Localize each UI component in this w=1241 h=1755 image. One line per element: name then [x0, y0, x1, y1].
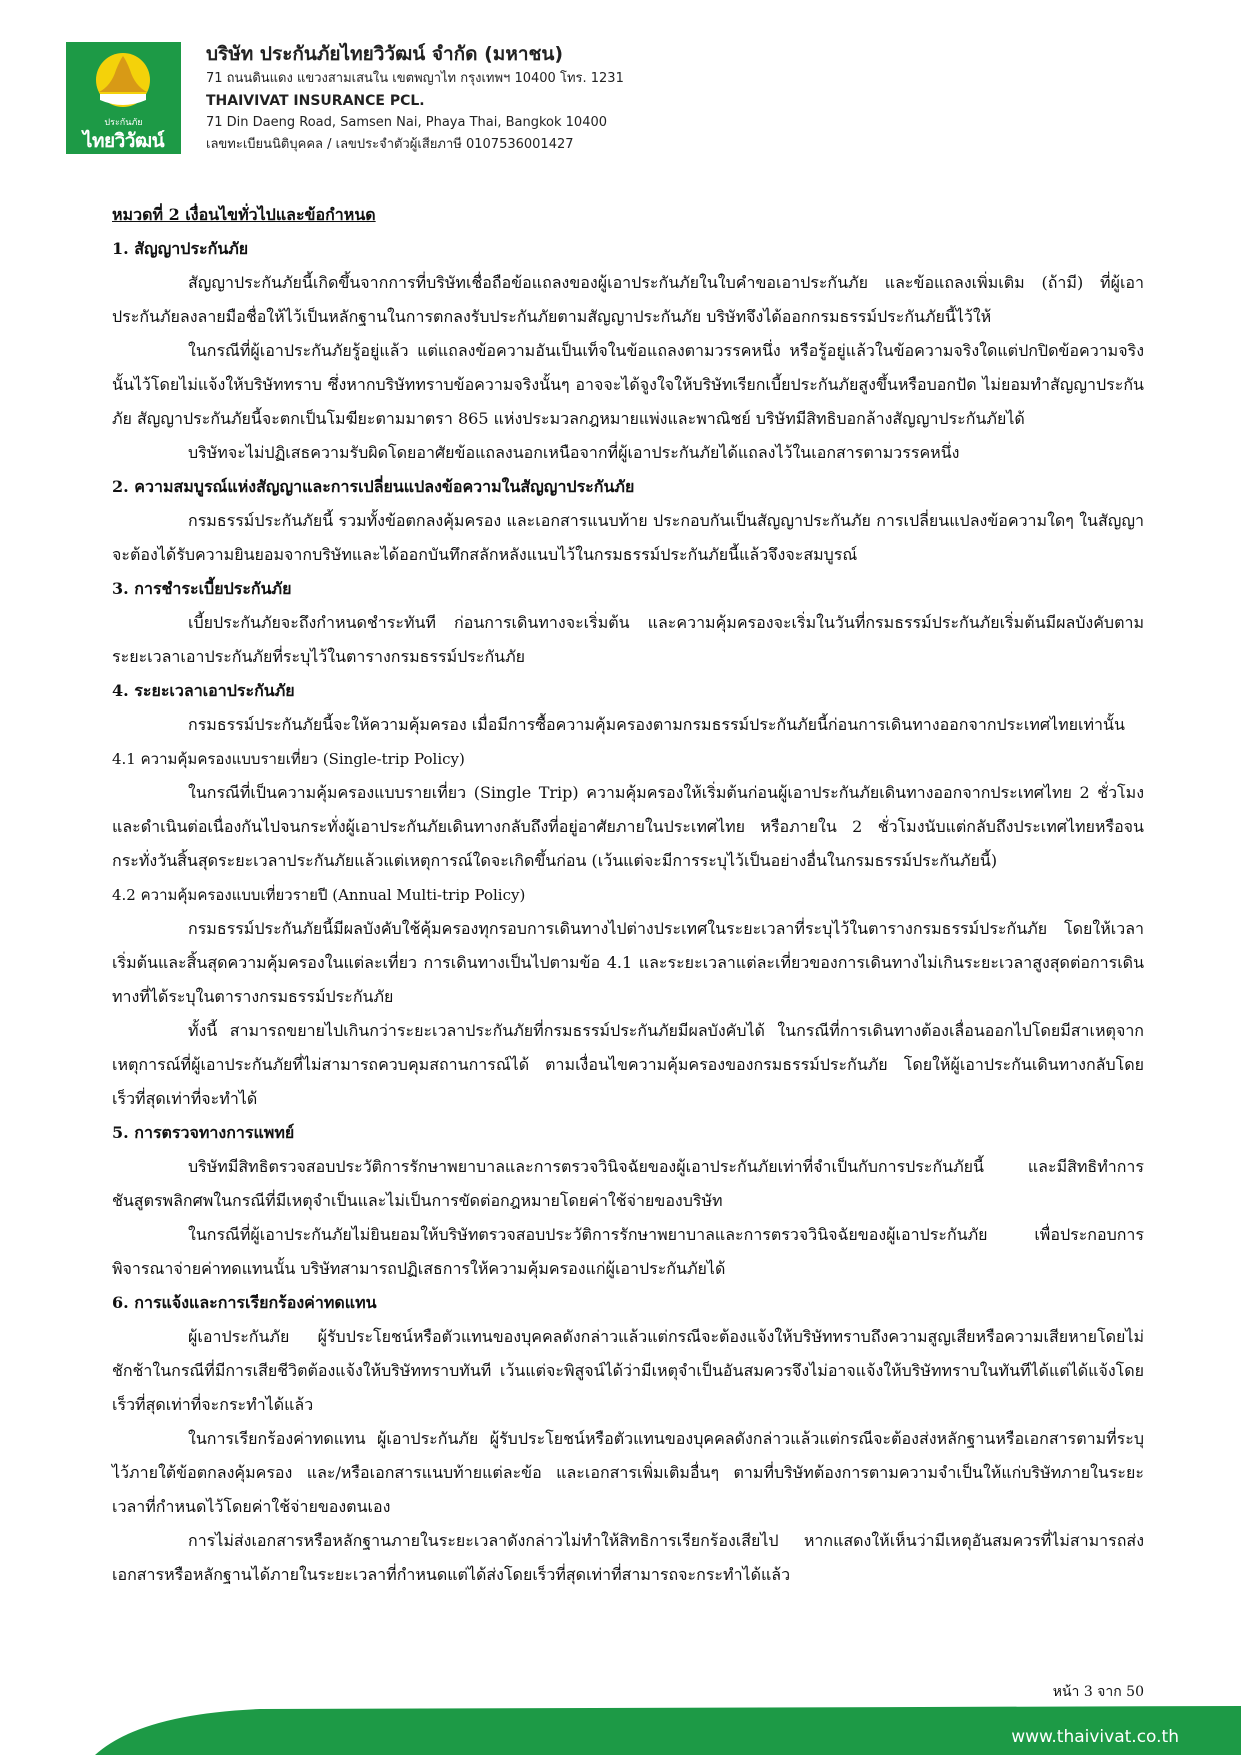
paragraph: สัญญาประกันภัยนี้เกิดขึ้นจากการที่บริษัทเชื่อถือข้อแถลงของผู้เอาประกันภัยในใบคำขอเอาประกันภัย และข้อแถลงเพิ่มเติม (ถ้ามี) ที่ผู้เอาประกันภัยลงลายมือชื่อให้ไว้เป็นหลักฐานในการตกลงรับประกันภัยตามสัญญาประกันภัย บริษัทจึงได้ออกกรมธรรม์ประกันภัยนี้ไว้ให้ [112, 273, 1144, 326]
section-heading: 4. ระยะเวลาเอาประกันภัย [112, 681, 295, 700]
paragraph: ทั้งนี้ สามารถขยายไปเกินกว่าระยะเวลาประกันภัยที่กรมธรรม์ประกันภัยมีผลบังคับได้ ในกรณีที่การเดินทางต้องเลื่อนออกไปโดยมีสาเหตุจากเหตุการณ์ที่ผู้เอาประกันภัยที่ไม่สามารถควบคุมสถานการณ์ได้ ตามเงื่อนไขความคุ้มครองของกรมธรรม์ประกันภัย โดยให้ผู้เอาประกันเดินทางกลับโดยเร็วที่สุดเท่าที่จะทำได้ [112, 1021, 1144, 1108]
paragraph: ผู้เอาประกันภัย ผู้รับประโยชน์หรือตัวแทนของบุคคลดังกล่าวแล้วแต่กรณีจะต้องแจ้งให้บริษัททราบถึงความสูญเสียหรือความเสียหายโดยไม่ชักช้าในกรณีที่มีการเสียชีวิตต้องแจ้งให้บริษัททราบทันที เว้นแต่จะพิสูจน์ได้ว่ามีเหตุจำเป็นอันสมควรจึงไม่อาจแจ้งให้บริษัททราบในทันทีได้แต่ได้แจ้งโดยเร็วที่สุดเท่าที่จะกระทำได้แล้ว [112, 1327, 1144, 1414]
company-info [206, 40, 726, 156]
paragraph: กรมธรรม์ประกันภัยนี้จะให้ความคุ้มครอง เมื่อมีการซื้อความคุ้มครองตามกรมธรรม์ประกันภัยนี้ก่อนการเดินทางออกจากประเทศไทยเท่านั้น [188, 715, 1125, 734]
section-heading: 5. การตรวจทางการแพทย์ [112, 1123, 295, 1142]
section-heading: 3. การชำระเบี้ยประกันภัย [112, 579, 292, 598]
paragraph: กรมธรรม์ประกันภัยนี้ รวมทั้งข้อตกลงคุ้มครอง และเอกสารแนบท้าย ประกอบกันเป็นสัญญาประกันภัย การเปลี่ยนแปลงข้อความใดๆ ในสัญญาจะต้องได้รับความยินยอมจากบริษัทและได้ออกบันทึกสลักหลังแนบไว้ในกรมธรรม์ประกันภัยนี้แล้วจึงจะสมบูรณ์ [112, 511, 1144, 564]
paragraph: เบี้ยประกันภัยจะถึงกำหนดชำระทันที ก่อนการเดินทางจะเริ่มต้น และความคุ้มครองจะเริ่มในวันที่กรมธรรม์ประกันภัยเริ่มต้นมีผลบังคับตามระยะเวลาเอาประกันภัยที่ระบุไว้ในตารางกรมธรรม์ประกันภัย [112, 613, 1144, 666]
paragraph: ในกรณีที่ผู้เอาประกันภัยไม่ยินยอมให้บริษัทตรวจสอบประวัติการรักษาพยาบาลและการตรวจวินิจฉัยของผู้เอาประกันภัย เพื่อประกอบการพิจารณาจ่ายค่าทดแทนนั้น บริษัทสามารถปฏิเสธการให้ความคุ้มครองแก่ผู้เอาประกันภัยได้ [112, 1225, 1144, 1278]
website-link[interactable]: www.thaivivat.co.th [1011, 1727, 1179, 1747]
paragraph: ในกรณีที่ผู้เอาประกันภัยรู้อยู่แล้ว แต่แถลงข้อความอันเป็นเท็จในข้อแถลงตามวรรคหนึ่ง หรือรู้อยู่แล้วในข้อความจริงใดแต่ปกปิดข้อความจริงนั้นไว้โดยไม่แจ้งให้บริษัททราบ ซึ่งหากบริษัททราบข้อความจริงนั้นๆ อาจจะได้จูงใจให้บริษัทเรียกเบี้ยประกันภัยสูงขึ้นหรือบอกปัด ไม่ยอมทำสัญญาประกันภัย สัญญาประกันภัยนี้จะตกเป็นโมฆียะตามมาตรา 865 แห่งประมวลกฎหมายแพ่งและพาณิชย์ บริษัทมีสิทธิบอกล้างสัญญาประกันภัยได้ [112, 341, 1144, 428]
paragraph: บริษัทมีสิทธิตรวจสอบประวัติการรักษาพยาบาลและการตรวจวินิจฉัยของผู้เอาประกันภัยเท่าที่จำเป็นกับการประกันภัยนี้ และมีสิทธิทำการชันสูตรพลิกศพในกรณีที่มีเหตุจำเป็นและไม่เป็นการขัดต่อกฎหมายโดยค่าใช้จ่ายของบริษัท [112, 1157, 1144, 1210]
address-en: 71 Din Daeng Road, Samsen Nai, Phaya Thai, Bangkok 10400 [206, 115, 608, 130]
subsection-heading: 4.2 ความคุ้มครองแบบเที่ยวรายปี (Annual Multi-trip Policy) [112, 886, 526, 904]
paragraph: ในกรณีที่เป็นความคุ้มครองแบบรายเที่ยว (Single Trip) ความคุ้มครองให้เริ่มต้นก่อนผู้เอาประกันภัยเดินทางออกจากประเทศไทย 2 ชั่วโมงและดำเนินต่อเนื่องกันไปจนกระทั่งผู้เอาประกันภัยเดินทางกลับถึงที่อยู่อาศัยภายในประเทศไทย หรือภายใน 2 ชั่วโมงนับแต่กลับถึงประเทศไทยหรือจนกระทั่งวันสิ้นสุดระยะเวลาประกันภัยแล้วแต่เหตุการณ์ใดจะเกิดขึ้นก่อน (เว้นแต่จะมีการระบุไว้เป็นอย่างอื่นในกรมธรรม์ประกันภัยนี้) [112, 783, 1144, 870]
paragraph: การไม่ส่งเอกสารหรือหลักฐานภายในระยะเวลาดังกล่าวไม่ทำให้สิทธิการเรียกร้องเสียไป หากแสดงให้เห็นว่ามีเหตุอันสมควรที่ไม่สามารถส่งเอกสารหรือหลักฐานได้ภายในระยะเวลาที่กำหนดแต่ได้ส่งโดยเร็วที่สุดเท่าที่สามารถจะกระทำได้แล้ว [112, 1531, 1144, 1584]
paragraph: บริษัทจะไม่ปฏิเสธความรับผิดโดยอาศัยข้อแถลงนอกเหนือจากที่ผู้เอาประกันภัยได้แถลงไว้ในเอกสารตามวรรคหนึ่ง [188, 443, 960, 462]
section-heading: 1. สัญญาประกันภัย [112, 239, 249, 258]
logo-small-text: ประกันภัย [104, 118, 143, 128]
company-name-th: บริษัท ประกันภัยไทยวิวัฒน์ จำกัด (มหาชน) [206, 43, 564, 65]
document-body [112, 198, 1144, 1592]
paragraph: ในการเรียกร้องค่าทดแทน ผู้เอาประกันภัย ผู้รับประโยชน์หรือตัวแทนของบุคคลดังกล่าวแล้วแต่กรณีจะต้องส่งหลักฐานหรือเอกสารตามที่ระบุไว้ภายใต้ข้อตกลงคุ้มครอง และ/หรือเอกสารแนบท้ายแต่ละข้อ และเอกสารเพิ่มเติมอื่นๆ ตามที่บริษัทต้องการตามความจำเป็นให้แก่บริษัทภายในระยะเวลาที่กำหนดไว้โดยค่าใช้จ่ายของตนเอง [112, 1429, 1144, 1516]
subsection-heading: 4.1 ความคุ้มครองแบบรายเที่ยว (Single-trip Policy) [112, 750, 465, 768]
page-number: หน้า 3 จาก 50 [1052, 1684, 1144, 1700]
logo-name: ไทยวิวัฒน์ [82, 130, 165, 152]
company-name-en: THAIVIVAT INSURANCE PCL. [206, 93, 425, 109]
section-heading: 6. การแจ้งและการเรียกร้องค่าทดแทน [112, 1293, 377, 1312]
registration-number: เลขทะเบียนนิติบุคคล / เลขประจำตัวผู้เสียภาษี 0107536001427 [206, 137, 574, 152]
chapter-title: หมวดที่ 2 เงื่อนไขทั่วไปและข้อกำหนด [112, 205, 376, 224]
company-logo [66, 42, 181, 154]
address-th: 71 ถนนดินแดง แขวงสามเสนใน เขตพญาไท กรุงเทพฯ 10400 โทร. 1231 [206, 71, 624, 86]
section-heading: 2. ความสมบูรณ์แห่งสัญญาและการเปลี่ยนแปลงข้อความในสัญญาประกันภัย [112, 477, 635, 496]
paragraph: กรมธรรม์ประกันภัยนี้มีผลบังคับใช้คุ้มครองทุกรอบการเดินทางไปต่างประเทศในระยะเวลาที่ระบุไว้ในตารางกรมธรรม์ประกันภัย โดยให้เวลาเริ่มต้นและสิ้นสุดความคุ้มครองในแต่ละเที่ยว การเดินทางเป็นไปตามข้อ 4.1 และระยะเวลาแต่ละเที่ยวของการเดินทางไม่เกินระยะเวลาสูงสุดต่อการเดินทางที่ได้ระบุในตารางกรมธรรม์ประกันภัย [112, 919, 1144, 1006]
